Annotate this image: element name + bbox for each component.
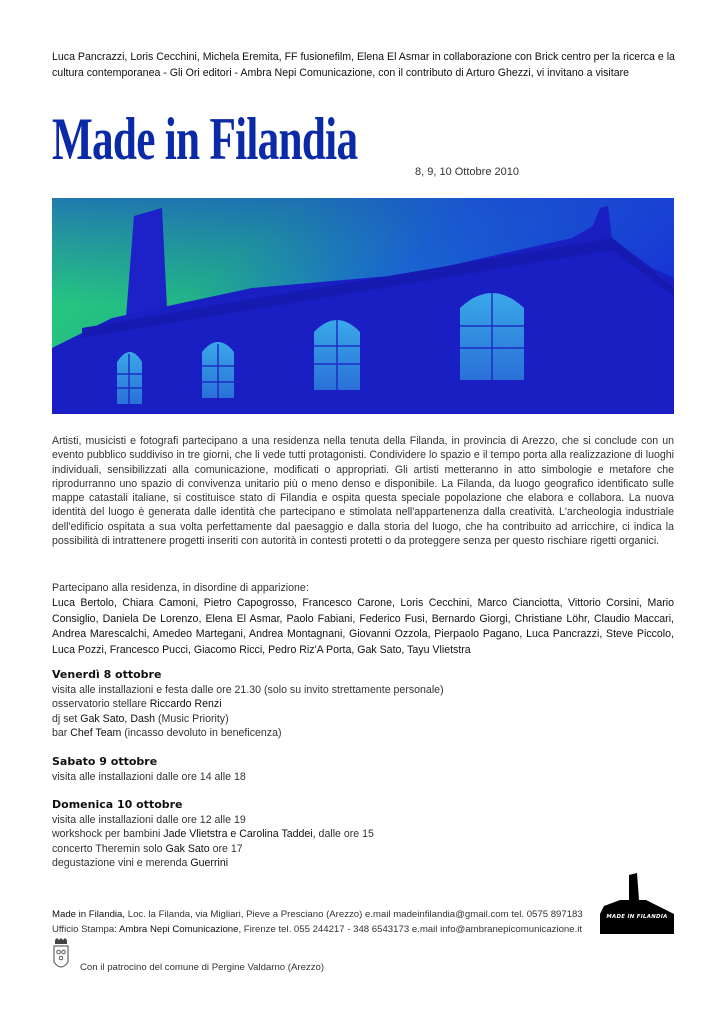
contact-line: Made in Filandia, Loc. la Filanda, via Migliari, Pieve a Presciano (Arezzo) e.mail madeinfilandia@gmail.com tel. 0575 897183 xyxy=(52,909,583,920)
contact-footer xyxy=(52,908,612,937)
filanda-photo xyxy=(52,198,674,414)
performer-name: Chef Team xyxy=(70,727,122,739)
patronage-note: Con il patrocino del comune di Pergine Valdarno (Arezzo) xyxy=(80,962,325,973)
made-in-filandia-logo xyxy=(600,870,675,935)
participants-intro: Partecipano alla residenza, in disordine di apparizione: xyxy=(52,582,309,594)
schedule-line: visita alle installazioni dalle ore 12 alle 19 xyxy=(52,813,246,826)
schedule-line: degustazione vini e merenda Guerrini xyxy=(52,857,229,869)
intro-paragraph: Luca Pancrazzi, Loris Cecchini, Michela Eremita, FF fusionefilm, Elena El Asmar in collaborazione con Brick centro per la ricerca e la cultura contemporanea - Gli Ori editori - Ambra Nepi Comunicazione, con il contributo di Arturo Ghezzi, vi invitano a visitare xyxy=(52,51,675,79)
schedule-line: visita alle installazioni dalle ore 14 alle 18 xyxy=(52,770,246,783)
performer-name: Gak Sato, Dash xyxy=(80,712,156,725)
schedule-line: osservatorio stellare Riccardo Renzi xyxy=(52,698,222,710)
schedule-saturday xyxy=(52,755,612,784)
day-heading: Sabato 9 ottobre xyxy=(52,755,158,768)
day-heading: Domenica 10 ottobre xyxy=(52,798,183,811)
schedule-line: workshock per bambini Jade Vlietstra e Carolina Taddei, dalle ore 15 xyxy=(52,828,374,840)
performer-name: Riccardo Renzi xyxy=(149,698,222,710)
schedule-line: visita alle installazioni e festa dalle ore 21.30 (solo su invito strettamente personale) xyxy=(52,683,444,696)
schedule-sunday xyxy=(52,798,612,871)
performer-name: Guerrini xyxy=(190,857,229,869)
performer-name: Gak Sato xyxy=(165,842,210,855)
day-heading: Venerdì 8 ottobre xyxy=(52,668,162,681)
schedule-line: concerto Theremin solo Gak Sato ore 17 xyxy=(52,842,243,855)
schedule-line: dj set Gak Sato, Dash (Music Priority) xyxy=(52,712,229,725)
press-office-line: Ufficio Stampa: Ambra Nepi Comunicazione, Firenze tel. 055 244217 - 348 6543173 e.mail info@ambranepicomunicazione.it xyxy=(52,923,583,935)
municipal-crest-icon xyxy=(52,938,70,974)
schedule-line: bar Chef Team (incasso devoluto in beneficenza) xyxy=(52,727,282,739)
schedule-friday xyxy=(52,668,612,741)
page-title: Made in Filandia xyxy=(52,106,358,172)
participants-list: Luca Bertolo, Chiara Camoni, Pietro Capogrosso, Francesco Carone, Loris Cecchini, Marco Cianciotta, Vittorio Corsini, Mario Consiglio, Daniela De Lorenzo, Elena El Asmar, Paolo Fabiani, Federico Fusi, Bernardo Giorgi, Christiane Löhr, Claudio Maccari, Andrea Marescalchi, Amedeo Martegani, Andrea Montagnani, Giovanni Ozzola, Pierpaolo Pagano, Luca Pancrazzi, Steve Piccolo, Luca Pozzi, Francesco Pucci, Giacomo Ricci, Pedro Riz'A Porta, Gak Sato, Tayu Vlietstra xyxy=(52,597,674,656)
event-description: Artisti, musicisti e fotografi partecipano a una residenza nella tenuta della Filanda, in provincia di Arezzo, che si conclude con un evento pubblico suddiviso in tre giorni, che li vede tutti protagonisti. Condividere lo spazio e il tempo porta alla realizzazione di luoghi individuali, sensibilizzati alla comunicazione, modificati o appropriati. Gli artisti metteranno in atto simbologie e metafore che riprodurranno uno spazio di convivenza unitario più o meno denso e disponibile. La Filanda, da luogo geografico identificato sulle mappe catastali italiane, si costituisce stato di Filandia e ospita questa speciale popolazione che elabora e collabora. La nuova identità del luogo è generata dalle identità che partecipano e stimolata nell'appartenenza dalla creatività. L'archeologia industriale dell'edificio ospitata a sua volta perfettamente dal paesaggio e dalla storia del luogo, che ha contribuito ad arricchire, ci indica la possibilità di intrattenere progetti inseriti con autorità in contesti protetti o da proteggere senza per questo rischiare rigetti organici. xyxy=(52,435,674,548)
logo-text: MADE IN FILANDIA xyxy=(606,914,668,920)
performer-name: Jade Vlietstra e Carolina Taddei, xyxy=(163,828,316,840)
event-dates: 8, 9, 10 Ottobre 2010 xyxy=(415,166,519,178)
